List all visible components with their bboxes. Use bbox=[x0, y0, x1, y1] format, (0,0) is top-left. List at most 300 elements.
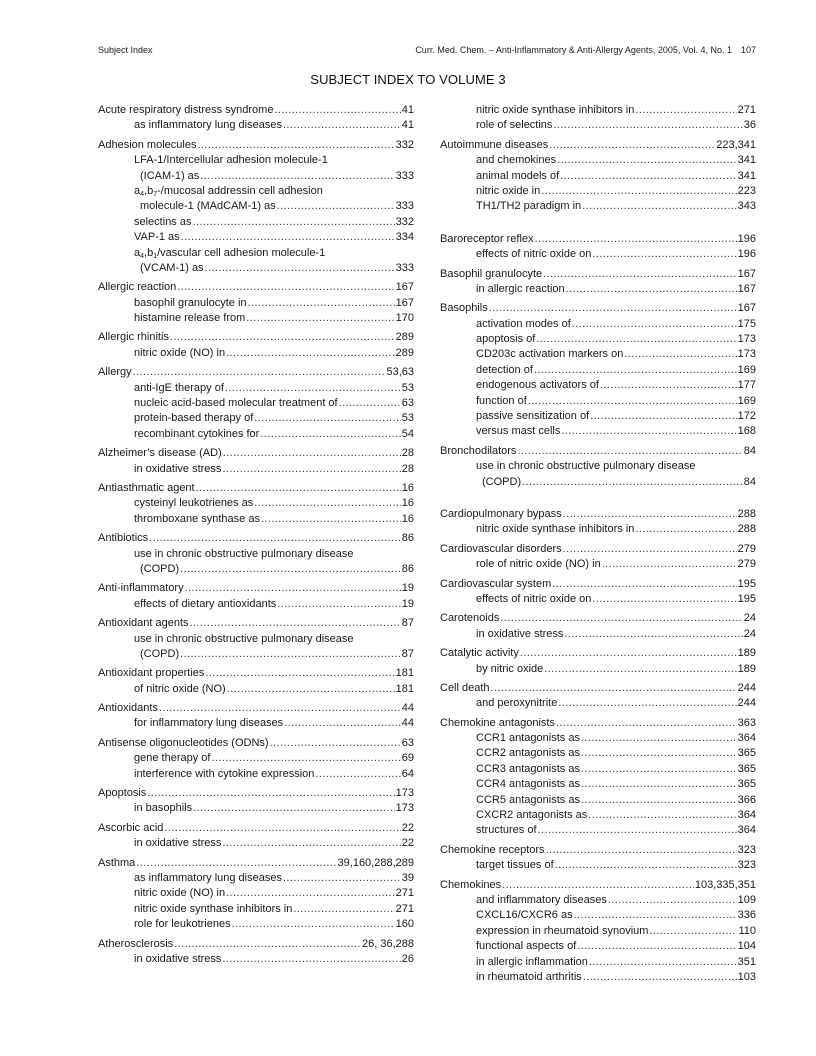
leader-dots bbox=[222, 462, 400, 477]
page-reference: 167 bbox=[395, 281, 414, 294]
index-entry bbox=[98, 616, 414, 662]
entry-text: in rheumatoid arthritis bbox=[476, 970, 582, 983]
entry-text: CCR3 antagonists as bbox=[476, 762, 580, 775]
entry-text: effects of nitric oxide on bbox=[476, 592, 592, 605]
leader-dots bbox=[222, 836, 400, 851]
index-subentry bbox=[98, 632, 414, 647]
index-entry bbox=[440, 301, 756, 440]
index-entry bbox=[440, 507, 756, 538]
index-entry bbox=[440, 138, 756, 215]
entry-text: in basophils bbox=[134, 802, 193, 815]
index-heading bbox=[98, 103, 414, 118]
entry-text: nitric oxide in bbox=[476, 184, 541, 197]
index-subentry bbox=[440, 662, 756, 677]
page-reference: 44 bbox=[401, 717, 414, 730]
page-reference: 323 bbox=[737, 843, 756, 856]
entry-text: Allergic rhinitis bbox=[98, 331, 169, 344]
index-subentry bbox=[440, 793, 756, 808]
leader-dots bbox=[635, 522, 736, 537]
entry-text: and peroxynitrite bbox=[476, 697, 558, 710]
journal-citation: Curr. Med. Chem. – Anti-Inflammatory & Anti-Allergy Agents, 2005, Vol. 4, No. 1 bbox=[415, 45, 732, 55]
leader-dots bbox=[555, 858, 737, 873]
page-reference: 289 bbox=[395, 346, 414, 359]
entry-text: Carotenoids bbox=[440, 612, 500, 625]
page-reference: 44 bbox=[401, 702, 414, 715]
page-reference: 16 bbox=[401, 512, 414, 525]
entry-text: structures of bbox=[476, 824, 537, 837]
index-heading bbox=[440, 611, 756, 626]
entry-text: cysteinyl leukotrienes as bbox=[134, 497, 254, 510]
leader-dots bbox=[564, 627, 742, 642]
leader-dots bbox=[566, 282, 737, 297]
entry-text: Chemokines bbox=[440, 878, 502, 891]
entry-text: in allergic reaction bbox=[476, 282, 565, 295]
page-reference: 167 bbox=[395, 296, 414, 309]
index-entry bbox=[98, 736, 414, 782]
entry-text: (COPD) bbox=[140, 647, 180, 660]
leader-dots bbox=[556, 716, 737, 731]
leader-dots bbox=[200, 169, 394, 184]
entry-text: Basophil granulocyte bbox=[440, 267, 543, 280]
page-reference: 36 bbox=[743, 119, 756, 132]
index-entry bbox=[440, 232, 756, 263]
index-subentry bbox=[440, 332, 756, 347]
index-subentry bbox=[440, 363, 756, 378]
leader-dots bbox=[181, 230, 395, 245]
leader-dots bbox=[624, 347, 736, 362]
index-subentry bbox=[98, 597, 414, 612]
entry-text: Allergic reaction bbox=[98, 281, 177, 294]
entry-text: VAP-1 as bbox=[134, 231, 180, 244]
page-reference: 24 bbox=[743, 627, 756, 640]
index-subentry bbox=[440, 696, 756, 711]
leader-dots bbox=[589, 955, 737, 970]
running-head-journal bbox=[415, 45, 756, 55]
index-heading bbox=[440, 716, 756, 731]
page-title: SUBJECT INDEX TO VOLUME 3 bbox=[310, 72, 506, 87]
entry-text: animal models of bbox=[476, 169, 560, 182]
index-subentry bbox=[98, 902, 414, 917]
index-entry bbox=[440, 577, 756, 608]
page-reference: 28 bbox=[401, 447, 414, 460]
page-reference: 167 bbox=[737, 302, 756, 315]
page-reference: 53 bbox=[401, 381, 414, 394]
entry-text: Alzheimer’s disease (AD) bbox=[98, 447, 222, 460]
index-subentry bbox=[440, 424, 756, 439]
leader-dots bbox=[260, 427, 400, 442]
page-reference: 53,63 bbox=[386, 366, 414, 379]
entry-text: (COPD) bbox=[140, 562, 180, 575]
leader-dots bbox=[602, 557, 737, 572]
leader-dots bbox=[170, 330, 395, 345]
page-reference: 223 bbox=[737, 184, 756, 197]
index-subentry bbox=[98, 801, 414, 816]
index-subentry bbox=[440, 924, 756, 939]
entry-text: endogenous activators of bbox=[476, 379, 599, 392]
page-reference: 365 bbox=[737, 762, 756, 775]
page-reference: 26 bbox=[401, 952, 414, 965]
page-reference: 173 bbox=[737, 333, 756, 346]
leader-dots bbox=[588, 808, 736, 823]
page-reference: 167 bbox=[737, 267, 756, 280]
leader-dots bbox=[248, 296, 395, 311]
entry-text: Atherosclerosis bbox=[98, 937, 174, 950]
index-subentry bbox=[98, 230, 414, 245]
index-entry bbox=[98, 937, 414, 968]
page-reference: 341 bbox=[737, 169, 756, 182]
leader-dots bbox=[543, 267, 737, 282]
index-subentry bbox=[440, 184, 756, 199]
index-subentry bbox=[440, 823, 756, 838]
page-reference: 168 bbox=[737, 425, 756, 438]
entry-text: Apoptosis bbox=[98, 787, 147, 800]
index-entry bbox=[98, 330, 414, 361]
index-subentry bbox=[440, 199, 756, 214]
page-reference: 365 bbox=[737, 747, 756, 760]
entry-text: Allergy bbox=[98, 366, 132, 379]
entry-text: (ICAM-1) as bbox=[140, 169, 200, 182]
leader-dots bbox=[557, 153, 737, 168]
entry-text: target tissues of bbox=[476, 859, 554, 872]
page-reference: 244 bbox=[737, 681, 756, 694]
entry-text: CXCL16/CXCR6 as bbox=[476, 909, 573, 922]
index-entry bbox=[98, 446, 414, 477]
leader-dots bbox=[608, 893, 737, 908]
page-reference: 16 bbox=[401, 497, 414, 510]
index-subentry bbox=[98, 547, 414, 562]
index-subentry bbox=[440, 459, 756, 474]
leader-dots bbox=[491, 681, 737, 696]
page-reference: 351 bbox=[737, 955, 756, 968]
page-reference: 84 bbox=[743, 444, 756, 457]
entry-text: effects of dietary antioxidants bbox=[134, 597, 277, 610]
leader-dots bbox=[544, 662, 736, 677]
index-entry bbox=[98, 666, 414, 697]
index-entry bbox=[440, 542, 756, 573]
page-reference: 332 bbox=[395, 138, 414, 151]
entry-text: Acute respiratory distress syndrome bbox=[98, 104, 274, 116]
index-subentry bbox=[98, 682, 414, 697]
page-reference: 333 bbox=[395, 169, 414, 182]
index-subentry bbox=[440, 955, 756, 970]
leader-dots bbox=[315, 767, 400, 782]
index-subentry bbox=[440, 282, 756, 297]
index-subentry bbox=[440, 118, 756, 133]
index-heading bbox=[98, 531, 414, 546]
index-subentry-continuation bbox=[98, 199, 414, 214]
leader-dots bbox=[538, 823, 737, 838]
entry-text: Antioxidant agents bbox=[98, 617, 189, 630]
entry-text: role of nitric oxide (NO) in bbox=[476, 558, 601, 571]
index-entry bbox=[440, 878, 756, 986]
index-subentry bbox=[440, 746, 756, 761]
entry-text: CCR1 antagonists as bbox=[476, 732, 580, 745]
index-entry bbox=[98, 365, 414, 442]
index-subentry bbox=[440, 169, 756, 184]
index-subentry bbox=[98, 751, 414, 766]
page-reference: 22 bbox=[401, 821, 414, 834]
page-reference: 366 bbox=[737, 793, 756, 806]
page-reference: 336 bbox=[737, 909, 756, 922]
entry-text: functional aspects of bbox=[476, 940, 577, 953]
index-subentry-continuation bbox=[440, 475, 756, 490]
page-reference: 195 bbox=[737, 577, 756, 590]
page-reference: 169 bbox=[737, 363, 756, 376]
leader-dots bbox=[284, 716, 401, 731]
page-reference: 28 bbox=[401, 462, 414, 475]
index-heading bbox=[98, 446, 414, 461]
entry-text: Chemokine receptors bbox=[440, 843, 545, 856]
page-reference: 169 bbox=[737, 394, 756, 407]
index-heading bbox=[440, 507, 756, 522]
index-entry bbox=[98, 103, 414, 134]
page-reference: 39,160,288,289 bbox=[337, 856, 414, 869]
page-reference: 364 bbox=[737, 824, 756, 837]
page-reference: 196 bbox=[737, 248, 756, 261]
leader-dots bbox=[180, 647, 401, 662]
index-entry bbox=[98, 856, 414, 933]
entry-text: apoptosis of bbox=[476, 333, 536, 346]
leader-dots bbox=[581, 793, 737, 808]
leader-dots bbox=[541, 184, 736, 199]
index-subentry bbox=[440, 908, 756, 923]
page-reference: 181 bbox=[395, 667, 414, 680]
leader-dots bbox=[159, 701, 401, 716]
index-subentry bbox=[440, 808, 756, 823]
page-reference: 69 bbox=[401, 752, 414, 765]
entry-text: thromboxane synthase as bbox=[134, 512, 260, 525]
page-reference: 288 bbox=[737, 507, 756, 520]
entry-text: use in chronic obstructive pulmonary disease bbox=[134, 632, 354, 645]
index-heading bbox=[440, 138, 756, 153]
page-reference: 54 bbox=[401, 427, 414, 440]
index-subentry bbox=[98, 153, 414, 168]
index-entry bbox=[440, 444, 756, 490]
page-reference: 279 bbox=[737, 542, 756, 555]
page-reference: 363 bbox=[737, 716, 756, 729]
leader-dots bbox=[517, 444, 742, 459]
page-reference: 289 bbox=[395, 331, 414, 344]
leader-dots bbox=[223, 446, 401, 461]
index-subentry bbox=[98, 215, 414, 230]
leader-dots bbox=[192, 215, 394, 230]
entry-text: Basophils bbox=[440, 302, 488, 315]
entry-text: role for leukotrienes bbox=[134, 918, 231, 931]
page-reference: 271 bbox=[395, 887, 414, 900]
leader-dots bbox=[185, 581, 401, 596]
entry-text: in oxidative stress bbox=[134, 462, 222, 475]
index-subentry bbox=[440, 939, 756, 954]
index-heading bbox=[440, 232, 756, 247]
leader-dots bbox=[583, 970, 737, 985]
leader-dots bbox=[536, 332, 736, 347]
entry-text: passive sensitization of bbox=[476, 410, 590, 423]
index-subentry bbox=[440, 627, 756, 642]
entry-text: basophil granulocyte in bbox=[134, 296, 247, 309]
page-reference: 160 bbox=[395, 918, 414, 931]
index-subentry bbox=[98, 311, 414, 326]
index-subentry bbox=[440, 247, 756, 262]
leader-dots bbox=[534, 363, 737, 378]
index-subentry bbox=[98, 496, 414, 511]
entry-text: of nitric oxide (NO) bbox=[134, 682, 226, 695]
page-reference: 332 bbox=[395, 215, 414, 228]
entry-text: interference with cytokine expression bbox=[134, 767, 315, 780]
leader-dots bbox=[574, 908, 737, 923]
page-reference: 333 bbox=[395, 261, 414, 274]
entry-text: for inflammatory lung diseases bbox=[134, 717, 284, 730]
entry-text: molecule-1 (MAdCAM-1) as bbox=[140, 200, 276, 213]
entry-text: (COPD) bbox=[482, 475, 522, 488]
leader-dots bbox=[232, 917, 395, 932]
entry-text: nitric oxide synthase inhibitors in bbox=[476, 523, 635, 536]
index-subentry-continuation bbox=[98, 261, 414, 276]
index-heading bbox=[98, 280, 414, 295]
index-subentry bbox=[98, 118, 414, 133]
page-reference: 110 bbox=[738, 924, 756, 937]
leader-dots bbox=[283, 871, 401, 886]
page-reference: 177 bbox=[737, 379, 756, 392]
page-reference: 41 bbox=[401, 119, 414, 132]
page-reference: 104 bbox=[737, 940, 756, 953]
page-reference: 195 bbox=[737, 592, 756, 605]
index-subentry-continuation bbox=[98, 647, 414, 662]
leader-dots bbox=[581, 777, 737, 792]
leader-dots bbox=[254, 496, 401, 511]
index-subentry bbox=[98, 716, 414, 731]
entry-text: recombinant cytokines for bbox=[134, 427, 260, 440]
index-entry bbox=[440, 681, 756, 712]
index-entry bbox=[440, 267, 756, 298]
leader-dots bbox=[581, 746, 737, 761]
index-entry bbox=[98, 531, 414, 577]
index-subentry bbox=[98, 462, 414, 477]
entry-text: Cell death bbox=[440, 681, 490, 694]
leader-dots bbox=[226, 886, 395, 901]
page-reference: 26, 36,288 bbox=[362, 937, 414, 950]
leader-dots bbox=[227, 682, 395, 697]
leader-dots bbox=[582, 199, 736, 214]
entry-text: in oxidative stress bbox=[476, 627, 564, 640]
entry-text: nitric oxide (NO) in bbox=[134, 887, 226, 900]
index-entry bbox=[440, 646, 756, 677]
page-reference: 167 bbox=[737, 282, 756, 295]
leader-dots bbox=[500, 611, 742, 626]
index-subentry bbox=[440, 858, 756, 873]
index-subentry bbox=[440, 409, 756, 424]
leader-dots bbox=[528, 394, 737, 409]
entry-text: use in chronic obstructive pulmonary disease bbox=[134, 547, 354, 560]
entry-text: Antioxidants bbox=[98, 702, 158, 715]
index-subentry-continuation bbox=[98, 169, 414, 184]
entry-text: Catalytic activity bbox=[440, 647, 519, 660]
leader-dots bbox=[246, 311, 394, 326]
entry-text: in allergic inflammation bbox=[476, 955, 588, 968]
leader-dots bbox=[572, 317, 737, 332]
leader-dots bbox=[635, 103, 736, 118]
page-reference: 189 bbox=[737, 647, 756, 660]
page-reference: 109 bbox=[737, 893, 756, 906]
leader-dots bbox=[535, 232, 737, 247]
index-heading bbox=[440, 843, 756, 858]
page-reference: 84 bbox=[743, 475, 756, 488]
entry-text: Antioxidant properties bbox=[98, 667, 205, 680]
running-head-section: Subject Index bbox=[98, 45, 153, 55]
index-subentry bbox=[98, 381, 414, 396]
index-subentry bbox=[98, 767, 414, 782]
index-heading bbox=[440, 681, 756, 696]
entry-text: gene therapy of bbox=[134, 752, 211, 765]
entry-text: CCR4 antagonists as bbox=[476, 778, 580, 791]
page-reference: 333 bbox=[395, 200, 414, 213]
entry-text: CCR5 antagonists as bbox=[476, 793, 580, 806]
entry-text: Cardiovascular disorders bbox=[440, 542, 562, 555]
page-reference: 87 bbox=[401, 617, 414, 630]
entry-text: as inflammatory lung diseases bbox=[134, 871, 282, 884]
entry-text: Bronchodilators bbox=[440, 444, 517, 457]
entry-text: Antiasthmatic agent bbox=[98, 481, 195, 494]
entry-text: versus mast cells bbox=[476, 425, 561, 438]
page-reference: 19 bbox=[401, 597, 414, 610]
leader-dots bbox=[502, 878, 694, 893]
page-reference: 223,341 bbox=[716, 138, 756, 151]
page-reference: 365 bbox=[737, 778, 756, 791]
entry-text: in oxidative stress bbox=[134, 952, 222, 965]
page-reference: 103,335,351 bbox=[694, 878, 756, 891]
index-subentry bbox=[98, 512, 414, 527]
index-subentry bbox=[440, 592, 756, 607]
leader-dots bbox=[174, 937, 361, 952]
entry-text: activation modes of bbox=[476, 317, 571, 330]
page-reference: 196 bbox=[737, 232, 756, 245]
index-entry bbox=[440, 103, 756, 134]
entry-text: CXCR2 antagonists as bbox=[476, 809, 588, 822]
leader-dots bbox=[277, 597, 400, 612]
entry-text: Anti-inflammatory bbox=[98, 582, 184, 595]
entry-text: Cardiopulmonary bypass bbox=[440, 507, 562, 520]
index-heading bbox=[98, 937, 414, 952]
index-entry bbox=[98, 581, 414, 612]
leader-dots bbox=[649, 924, 737, 939]
page-reference: 24 bbox=[743, 612, 756, 625]
leader-dots bbox=[339, 396, 401, 411]
page-reference: 175 bbox=[737, 317, 756, 330]
page-reference: 39 bbox=[401, 871, 414, 884]
leader-dots bbox=[577, 939, 736, 954]
index-subentry bbox=[440, 970, 756, 985]
leader-dots bbox=[149, 531, 401, 546]
index-subentry bbox=[440, 378, 756, 393]
entry-text: LFA-1/Intercellular adhesion molecule-1 bbox=[134, 154, 328, 167]
entry-text: function of bbox=[476, 394, 527, 407]
entry-text: $a_4,b_1$/vascular cell adhesion molecule-1 bbox=[134, 246, 326, 260]
page-reference: 103 bbox=[737, 970, 756, 983]
index-subentry bbox=[98, 886, 414, 901]
page-reference: 189 bbox=[737, 662, 756, 675]
entry-text: role of selectins bbox=[476, 119, 553, 132]
page-reference: 271 bbox=[395, 902, 414, 915]
entry-text: Adhesion molecules bbox=[98, 138, 197, 151]
leader-dots bbox=[563, 542, 737, 557]
leader-dots bbox=[277, 199, 395, 214]
leader-dots bbox=[553, 118, 742, 133]
index-heading bbox=[98, 365, 414, 380]
leader-dots bbox=[592, 592, 736, 607]
page-reference: 271 bbox=[737, 104, 756, 116]
leader-dots bbox=[563, 507, 737, 522]
leader-dots bbox=[136, 856, 336, 871]
entry-text: nitric oxide synthase inhibitors in bbox=[134, 902, 293, 915]
